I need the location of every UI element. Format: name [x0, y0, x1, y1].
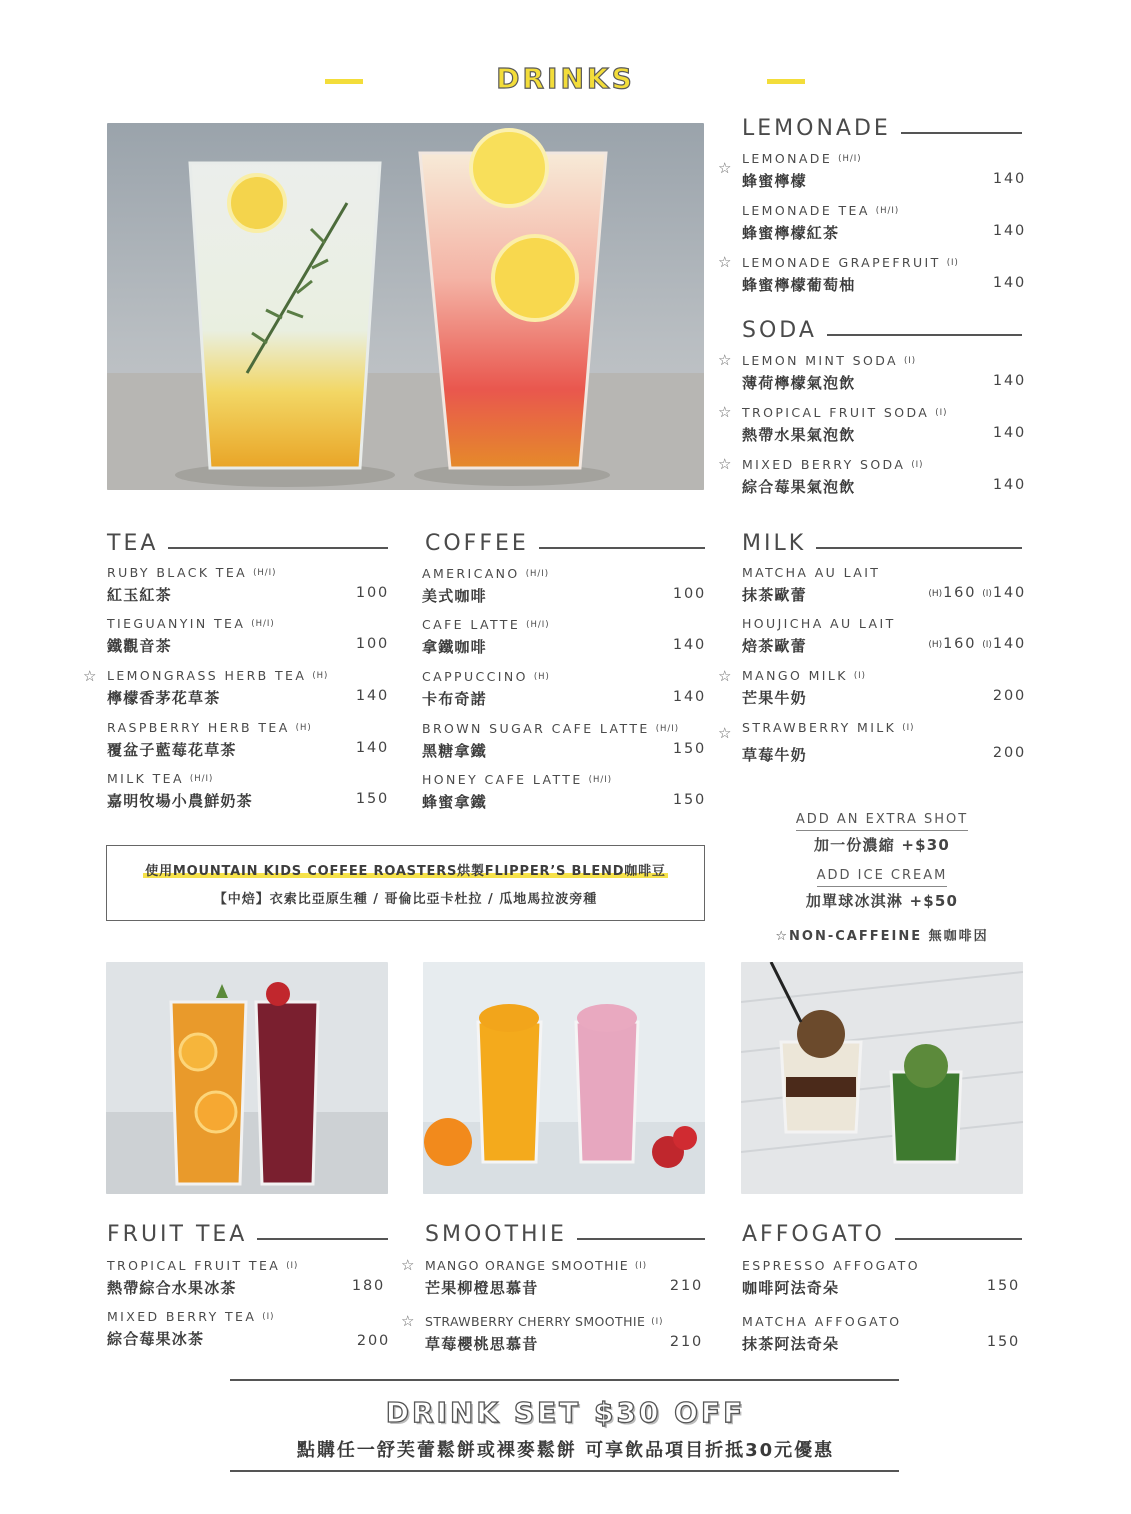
section-divider [827, 334, 1022, 336]
star-icon: ☆ [83, 667, 97, 685]
item-price: (H)160 (I)140 [928, 585, 1026, 601]
lemonade-photo [107, 123, 704, 490]
menu-item: MANGO ORANGE SMOOTHIE (I) 芒果柳橙思慕昔 210 [425, 1258, 703, 1297]
item-price: 200 [356, 1333, 390, 1349]
coffee-beans-info [106, 845, 705, 921]
item-price: 150 [672, 792, 706, 808]
drink-set-bottom-rule [230, 1470, 899, 1472]
menu-item: AMERICANO (H/I) 美式咖啡 100 [422, 566, 706, 605]
menu-item: MIXED BERRY SODA (I) 綜合莓果氣泡飲 140 [742, 457, 1026, 496]
item-price: 100 [355, 636, 389, 652]
section-heading-tea [107, 528, 388, 558]
section-title: SMOOTHIE [425, 1221, 567, 1247]
menu-item: MANGO MILK (I) 芒果牛奶 200 [742, 668, 1026, 707]
star-icon: ☆ [401, 1256, 415, 1274]
extra-shot-price: 加一份濃縮 +$30 [813, 836, 951, 854]
item-price: 180 [351, 1278, 385, 1294]
menu-item: TIEGUANYIN TEA (H/I) 鐵觀音茶 100 [107, 616, 389, 655]
section-divider [539, 547, 705, 549]
non-caffeine-note: ☆NON-CAFFEINE 無咖啡因 [775, 929, 989, 944]
item-price: 140 [992, 425, 1026, 441]
section-divider [901, 132, 1022, 134]
beans-roaster: 使用MOUNTAIN KIDS COFFEE ROASTERS烘製FLIPPER’S BLEND咖啡豆 [145, 864, 666, 879]
ice-cream-label: ADD ICE CREAM [762, 864, 1002, 887]
drink-set-subtitle: 點購任一舒芙蕾鬆餅或裸麥鬆餅 可享飲品項目折抵30元優惠 [296, 1440, 835, 1461]
menu-item: BROWN SUGAR CAFE LATTE (H/I) 黑糖拿鐵 150 [422, 721, 706, 760]
item-price: 140 [992, 373, 1026, 389]
section-heading-affogato [742, 1219, 1022, 1249]
item-price: 210 [669, 1278, 703, 1294]
menu-item: CAFE LATTE (H/I) 拿鐵咖啡 140 [422, 617, 706, 656]
section-divider [257, 1238, 388, 1240]
star-icon: ☆ [718, 351, 732, 369]
section-divider [168, 547, 388, 549]
drink-set-title: DRINK SET $30 OFF [385, 1396, 746, 1429]
menu-item: LEMONGRASS HERB TEA (H) 檸檬香茅花草茶 140 [107, 668, 389, 707]
affogato-photo [741, 962, 1023, 1194]
menu-item: STRAWBERRY CHERRY SMOOTHIE (I) 草莓櫻桃思慕昔 210 [425, 1314, 703, 1353]
section-heading-coffee [425, 528, 705, 558]
item-price: 140 [355, 688, 389, 704]
item-price: 150 [672, 741, 706, 757]
menu-item: LEMONADE GRAPEFRUIT (I) 蜂蜜檸檬葡萄柚 140 [742, 255, 1026, 294]
menu-item: LEMONADE (H/I) 蜂蜜檸檬 140 [742, 151, 1026, 190]
menu-item: MIXED BERRY TEA (I) 綜合莓果冰茶 200 [107, 1309, 390, 1349]
star-icon: ☆ [718, 403, 732, 421]
star-icon: ☆ [718, 253, 732, 271]
menu-item: MATCHA AU LAIT 抹茶歐蕾 (H)160 (I)140 [742, 565, 1026, 604]
star-icon: ☆ [718, 667, 732, 685]
extra-shot-label: ADD AN EXTRA SHOT [762, 808, 1002, 831]
fruit-tea-photo [106, 962, 388, 1194]
item-price: 150 [986, 1334, 1020, 1350]
item-price: 140 [355, 740, 389, 756]
section-heading-lemonade [742, 113, 1022, 143]
beans-origins: 【中焙】衣索比亞原生種 / 哥倫比亞卡杜拉 / 瓜地馬拉波旁種 [213, 892, 598, 907]
drink-set-top-rule [230, 1379, 899, 1381]
item-price: 200 [992, 745, 1026, 761]
star-icon: ☆ [401, 1312, 415, 1330]
star-icon: ☆ [718, 455, 732, 473]
menu-item: LEMONADE TEA (H/I) 蜂蜜檸檬紅茶 140 [742, 203, 1026, 242]
section-heading-soda [742, 315, 1022, 345]
item-price: 140 [992, 477, 1026, 493]
section-title: TEA [107, 530, 159, 556]
menu-item: STRAWBERRY MILK (I) 草莓牛奶 200 [742, 720, 1026, 764]
section-title: LEMONADE [742, 115, 891, 141]
menu-item: MILK TEA (H/I) 嘉明牧場小農鮮奶茶 150 [107, 771, 389, 810]
item-price: 200 [992, 688, 1026, 704]
item-price: 210 [669, 1334, 703, 1350]
section-heading-milk [742, 528, 1022, 558]
item-price: 100 [672, 586, 706, 602]
menu-item: HOUJICHA AU LAIT 焙茶歐蕾 (H)160 (I)140 [742, 616, 1026, 655]
item-price: 150 [986, 1278, 1020, 1294]
section-divider [895, 1238, 1022, 1240]
menu-item: MATCHA AFFOGATO 抹茶阿法奇朵 150 [742, 1314, 1020, 1353]
item-price: 140 [992, 171, 1026, 187]
item-price: 140 [992, 223, 1026, 239]
ice-cream-price: 加單球冰淇淋 +$50 [805, 892, 959, 910]
menu-item: TROPICAL FRUIT TEA (I) 熱帶綜合水果冰茶 180 [107, 1258, 385, 1297]
item-price: (H)160 (I)140 [928, 636, 1026, 652]
star-icon: ☆ [718, 724, 732, 742]
menu-item: RUBY BLACK TEA (H/I) 紅玉紅茶 100 [107, 565, 389, 604]
item-price: 140 [672, 689, 706, 705]
section-heading-smoothie [425, 1219, 705, 1249]
section-title: MILK [742, 530, 807, 556]
item-price: 100 [355, 585, 389, 601]
menu-item: RASPBERRY HERB TEA (H) 覆盆子藍莓花草茶 140 [107, 720, 389, 759]
section-title: COFFEE [425, 530, 529, 556]
menu-item: LEMON MINT SODA (I) 薄荷檸檬氣泡飲 140 [742, 353, 1026, 392]
menu-item: HONEY CAFE LATTE (H/I) 蜂蜜拿鐵 150 [422, 772, 706, 811]
menu-item: ESPRESSO AFFOGATO 咖啡阿法奇朵 150 [742, 1258, 1020, 1297]
menu-item: CAPPUCCINO (H) 卡布奇諾 140 [422, 669, 706, 708]
section-heading-fruit-tea [107, 1219, 388, 1249]
item-price: 140 [992, 275, 1026, 291]
item-price: 150 [355, 791, 389, 807]
star-icon: ☆ [718, 159, 732, 177]
section-title: FRUIT TEA [107, 1221, 248, 1247]
item-price: 140 [672, 637, 706, 653]
section-title: SODA [742, 317, 817, 343]
menu-item: TROPICAL FRUIT SODA (I) 熱帶水果氣泡飲 140 [742, 405, 1026, 444]
section-title: AFFOGATO [742, 1221, 885, 1247]
page-title: DRINKS [496, 62, 635, 95]
section-divider [816, 547, 1022, 549]
smoothie-photo [423, 962, 705, 1194]
section-divider [577, 1238, 705, 1240]
